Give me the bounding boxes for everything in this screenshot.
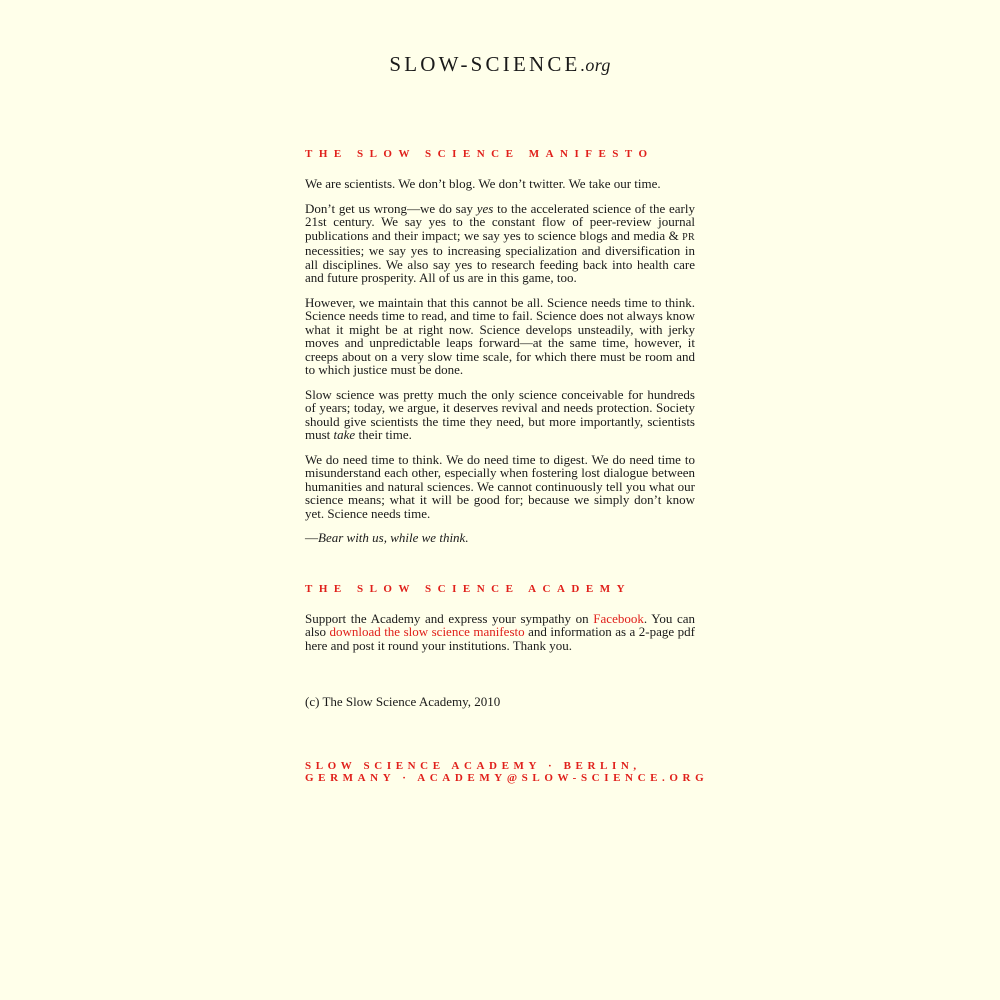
p4-text-b: their time. [355,427,412,442]
manifesto-intro: We are scientists. We don’t blog. We don’t twitter. We take our time. [305,176,661,191]
manifesto-heading: THE SLOW SCIENCE MANIFESTO [305,148,654,160]
p2-yes-emphasis: yes [476,200,494,216]
p2-text-b: to the accelerated science of the early 21st century. We say yes to the constant flow of peer-review journal publications and their impact; we say yes to science blogs and media & [305,200,695,243]
manifesto-paragraph-4 [305,388,695,442]
copyright-notice: (c) The Slow Science Academy, 2010 [305,694,501,709]
academy-text-a: Support the Academy and express your sympathy on [305,610,594,626]
download-manifesto-link[interactable]: download the slow science manifesto [329,624,525,639]
logo-main-text: SLOW-SCIENCE [389,52,581,76]
p2-text-a: Don’t get us wrong—we do say [305,200,477,216]
academy-text-c: and information as a 2-page pdf here and post it round your institutions. Thank you. [305,624,695,653]
academy-heading: THE SLOW SCIENCE ACADEMY [305,582,632,595]
academy-paragraph [305,612,695,653]
manifesto-signoff [305,531,695,545]
main-content [305,148,709,784]
signoff-dash: — [305,530,318,545]
p2-pr-smallcaps: PR [682,231,695,243]
footer-address-line-2[interactable]: GERMANY · ACADEMY@SLOW-SCIENCE.ORG [305,771,709,784]
manifesto-paragraph-2 [305,202,695,285]
manifesto-paragraph-3: However, we maintain that this cannot be all. Science needs time to think. Science needs time to read, and time to fail. Science does not always know what it might be at right now. Science develops unsteadily, with jerky moves and unpredictable leaps forward—at the same time, however, it creeps about on a very slow time scale, for which there must be room and to which justice must be done. [305,294,695,377]
p2-text-c: necessities; we say yes to increasing specialization and diversification in all disciplines. We also say yes to research feeding back into health care and future prosperity. All of us are in this game, too. [305,243,695,285]
p4-take-emphasis: take [333,427,356,442]
footer-address-line-1: SLOW SCIENCE ACADEMY · BERLIN, [305,759,641,772]
academy-text-b: . You can also [305,610,695,639]
facebook-link[interactable]: Facebook [593,610,644,626]
signoff-text: Bear with us, while we think. [318,530,469,545]
site-logo[interactable] [0,52,1000,76]
p4-text-a: Slow science was pretty much the only science conceivable for hundreds of years; today, we argue, it deserves revival and needs protection. Society should give scientists the time they need, but more importantly, scientists must [305,386,695,442]
logo-tld-text: .org [580,55,611,75]
manifesto-paragraph-5: We do need time to think. We do need time to digest. We do need time to misunderstand each other, especially when fostering lost dialogue between humanities and natural sciences. We cannot continuously tell you what our science means; what it will be good for; because we simply don’t know yet. Science needs time. [305,451,695,521]
footer [305,759,709,784]
